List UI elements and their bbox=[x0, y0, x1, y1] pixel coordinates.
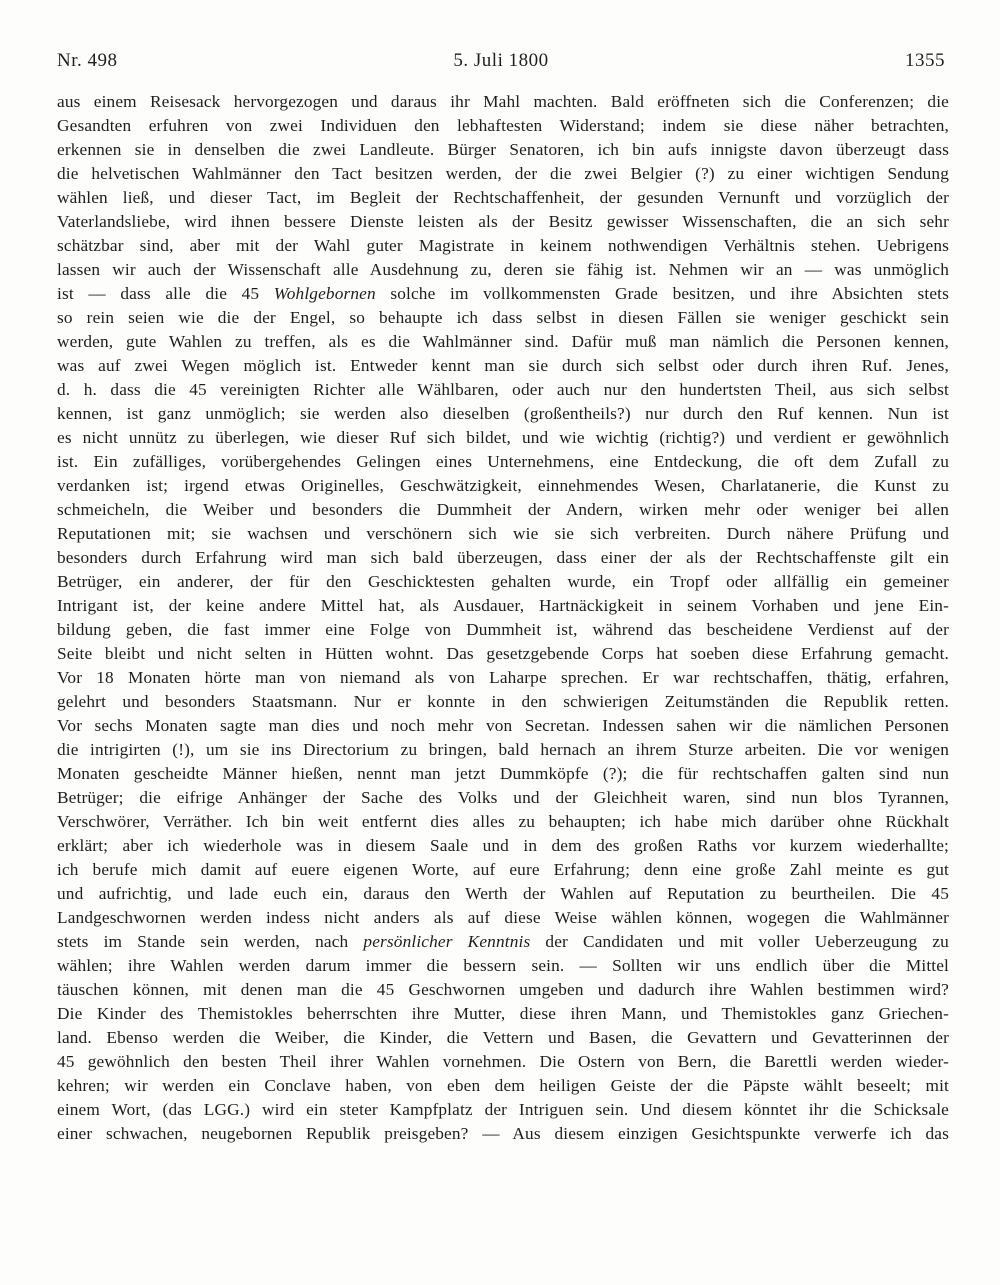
text-line bbox=[57, 114, 949, 138]
text-segment: erkennen sie in denselben die zwei Landleute. Bürger Senatoren, ich bin aufs innigste davon überzeugt dass bbox=[57, 140, 949, 159]
text-line bbox=[57, 642, 949, 666]
text-segment: 45 gewöhnlich den besten Theil ihrer Wahlen vornehmen. Die Ostern von Bern, die Barettli werden wieder- bbox=[57, 1052, 949, 1071]
text-line bbox=[57, 546, 949, 570]
text-line bbox=[57, 1026, 949, 1050]
text-line bbox=[57, 810, 949, 834]
text-segment: d. h. dass die 45 vereinigten Richter alle Wählbaren, oder auch nur den hundertsten Theil, aus sich selbst bbox=[57, 380, 949, 399]
text-segment: werden, gute Wahlen zu treffen, als es die Wahlmänner sind. Dafür muß man nämlich die Personen kennen, bbox=[57, 332, 949, 351]
running-head bbox=[57, 50, 945, 80]
italic-text: persönlicher Kenntnis bbox=[363, 932, 531, 951]
text-segment: land. Ebenso werden die Weiber, die Kinder, die Vettern und Basen, die Gevattern und Gevatterinnen der bbox=[57, 1028, 949, 1047]
text-line bbox=[57, 1002, 949, 1026]
text-segment: wählen ließ, und dieser Tact, im Begleit der Rechtschaffenheit, der gesunden Vernunft und vorzüglich der bbox=[57, 188, 949, 207]
text-line bbox=[57, 690, 949, 714]
text-line bbox=[57, 738, 949, 762]
text-line bbox=[57, 906, 949, 930]
text-segment: Betrüger; die eifrige Anhänger der Sache des Volks und der Gleichheit waren, sind nun blos Tyrannen, bbox=[57, 788, 949, 807]
text-segment: Reputationen mit; sie wachsen und verschönern sich wie sie sich verbreiten. Durch nähere Prüfung und bbox=[57, 524, 949, 543]
text-line bbox=[57, 714, 949, 738]
text-line bbox=[57, 930, 949, 954]
text-line bbox=[57, 402, 949, 426]
text-line bbox=[57, 186, 949, 210]
text-line bbox=[57, 210, 949, 234]
text-line bbox=[57, 954, 949, 978]
text-segment: gelehrt und besonders Staatsmann. Nur er konnte in den schwierigen Zeitumständen die Republik retten. bbox=[57, 692, 949, 711]
text-segment: Betrüger, ein anderer, der für den Geschicktesten gehalten wurde, ein Tropf oder allfällig ein gemeiner bbox=[57, 572, 949, 591]
text-segment: lassen wir auch der Wissenschaft alle Ausdehnung zu, deren sie fähig ist. Nehmen wir an — was unmöglich bbox=[57, 260, 949, 279]
text-segment: der Candidaten und mit voller Ueberzeugung zu bbox=[530, 932, 949, 951]
text-segment: schmeicheln, die Weiber und besonders die Dummheit der Andern, wirken mehr oder weniger bei allen bbox=[57, 500, 949, 519]
text-line bbox=[57, 162, 949, 186]
text-segment: aus einem Reisesack hervorgezogen und daraus ihr Mahl machten. Bald eröffneten sich die Conferenzen; die bbox=[57, 92, 949, 111]
text-segment: Die Kinder des Themistokles beherrschten ihre Mutter, diese ihren Mann, und Themistokles ganz Griechen- bbox=[57, 1004, 949, 1023]
text-segment: Verschwörer, Verräther. Ich bin weit entfernt dies alles zu behaupten; ich habe mich darüber ohne Rückhalt bbox=[57, 812, 949, 831]
text-segment: so rein seien wie die der Engel, so behaupte ich dass selbst in diesen Fällen sie weniger geschickt sein bbox=[57, 308, 949, 327]
text-segment: besonders durch Erfahrung wird man sich bald überzeugen, dass einer der als der Rechtschaffenste gilt ein bbox=[57, 548, 949, 567]
text-segment: stets im Stande sein werden, nach bbox=[57, 932, 364, 951]
text-line bbox=[57, 306, 949, 330]
text-line bbox=[57, 786, 949, 810]
text-line bbox=[57, 282, 949, 306]
text-segment: Gesandten erfuhren von zwei Individuen den lebhaftesten Widerstand; indem sie diese näher betrachten, bbox=[57, 116, 949, 135]
text-line bbox=[57, 858, 949, 882]
text-segment: bildung geben, die fast immer eine Folge von Dummheit ist, während das bescheidene Verdienst auf der bbox=[57, 620, 949, 639]
text-line bbox=[57, 570, 949, 594]
page-number: 1355 bbox=[905, 50, 945, 71]
text-segment: Vaterlandsliebe, wird ihnen bessere Dienste leisten als der Besitz gewisser Wissenschaften, die an sich sehr bbox=[57, 212, 949, 231]
text-segment: täuschen können, mit denen man die 45 Geschwornen umgeben und dadurch ihre Wahlen bestimmen wird? bbox=[57, 980, 949, 999]
document-number: Nr. 498 bbox=[57, 50, 118, 71]
text-line bbox=[57, 666, 949, 690]
text-line bbox=[57, 618, 949, 642]
text-segment: ich berufe mich damit auf euere eigenen Worte, auf eure Erfahrung; denn eine große Zahl meinte es gut bbox=[57, 860, 949, 879]
text-segment: Intrigant ist, der keine andere Mittel hat, als Ausdauer, Hartnäckigkeit in seinem Vorhaben und jene Ein- bbox=[57, 596, 949, 615]
text-line bbox=[57, 234, 949, 258]
document-date: 5. Juli 1800 bbox=[453, 50, 549, 71]
text-segment: kennen, ist ganz unmöglich; sie werden also dieselben (großentheils?) nur durch den Ruf kennen. Nun ist bbox=[57, 404, 949, 423]
text-segment: und aufrichtig, und lade euch ein, daraus den Werth der Wahlen auf Reputation zu beurtheilen. Die 45 bbox=[57, 884, 949, 903]
text-segment: schätzbar sind, aber mit der Wahl guter Magistrate in keinem nothwendigen Verhältnis stehen. Uebrigens bbox=[57, 236, 949, 255]
text-segment: Monaten gescheidte Männer hießen, nennt man jetzt Dummköpfe (?); die für rechtschaffen galten sind nun bbox=[57, 764, 949, 783]
text-line bbox=[57, 762, 949, 786]
text-line bbox=[57, 138, 949, 162]
text-segment: verdanken ist; irgend etwas Originelles, Geschwätzigkeit, einnehmendes Wesen, Charlatanerie, die Kunst zu bbox=[57, 476, 949, 495]
text-segment: ist. Ein zufälliges, vorübergehendes Gelingen eines Unternehmens, eine Entdeckung, die oft dem Zufall zu bbox=[57, 452, 949, 471]
text-segment: die helvetischen Wahlmänner den Tact besitzen werden, der die zwei Belgier (?) zu einer wichtigen Sendung bbox=[57, 164, 949, 183]
text-segment: was auf zwei Wegen möglich ist. Entweder kennt man sie durch sich selbst oder durch ihren Ruf. Jenes, bbox=[57, 356, 949, 375]
text-segment: einer schwachen, neugebornen Republik preisgeben? — Aus diesem einzigen Gesichtspunkte verwerfe ich das bbox=[57, 1124, 949, 1143]
text-line bbox=[57, 594, 949, 618]
text-line bbox=[57, 882, 949, 906]
text-line bbox=[57, 354, 949, 378]
text-line bbox=[57, 1074, 949, 1098]
text-segment: die intrigirten (!), um sie ins Directorium zu bringen, bald hernach an ihrem Sturze arbeiten. Die vor wenigen bbox=[57, 740, 949, 759]
text-line bbox=[57, 498, 949, 522]
text-segment: Vor 18 Monaten hörte man von niemand als von Laharpe sprechen. Er war rechtschaffen, thätig, erfahren, bbox=[57, 668, 949, 687]
text-line bbox=[57, 258, 949, 282]
text-segment: wählen; ihre Wahlen werden darum immer die bessern sein. — Sollten wir uns endlich über die Mittel bbox=[57, 956, 949, 975]
text-segment: kehren; wir werden ein Conclave haben, von eben dem heiligen Geiste der die Päpste wählt beseelt; mit bbox=[57, 1076, 949, 1095]
text-segment: Vor sechs Monaten sagte man dies und noch mehr von Secretan. Indessen sahen wir die nämlichen Personen bbox=[57, 716, 949, 735]
text-line bbox=[57, 1098, 949, 1122]
text-segment: Landgeschwornen werden indess nicht anders als auf diese Weise wählen können, wogegen die Wahlmänner bbox=[57, 908, 949, 927]
text-line bbox=[57, 1050, 949, 1074]
text-line bbox=[57, 330, 949, 354]
text-line bbox=[57, 522, 949, 546]
text-line bbox=[57, 378, 949, 402]
text-segment: solche im vollkommensten Grade besitzen, und ihre Absichten stets bbox=[375, 284, 949, 303]
text-line bbox=[57, 474, 949, 498]
text-segment: einem Wort, (das LGG.) wird ein steter Kampfplatz der Intriguen sein. Und diesem könntet ihr die Schicksale bbox=[57, 1100, 949, 1119]
text-segment: Seite bleibt und nicht selten in Hütten wohnt. Das gesetzgebende Corps hat soeben diese Erfahrung gemacht. bbox=[57, 644, 949, 663]
body-text bbox=[57, 90, 949, 1146]
text-line bbox=[57, 834, 949, 858]
text-line bbox=[57, 90, 949, 114]
text-segment: ist — dass alle die 45 bbox=[57, 284, 274, 303]
italic-text: Wohlgebornen bbox=[273, 284, 376, 303]
text-line bbox=[57, 426, 949, 450]
text-line bbox=[57, 978, 949, 1002]
text-line bbox=[57, 1122, 949, 1146]
text-line bbox=[57, 450, 949, 474]
text-segment: es nicht unnütz zu überlegen, wie dieser Ruf sich bildet, und wie wichtig (richtig?) und verdient er gewöhnlich bbox=[57, 428, 949, 447]
text-segment: erklärt; aber ich wiederhole was in diesem Saale und in dem des großen Raths vor kurzem wiederhallte; bbox=[57, 836, 949, 855]
